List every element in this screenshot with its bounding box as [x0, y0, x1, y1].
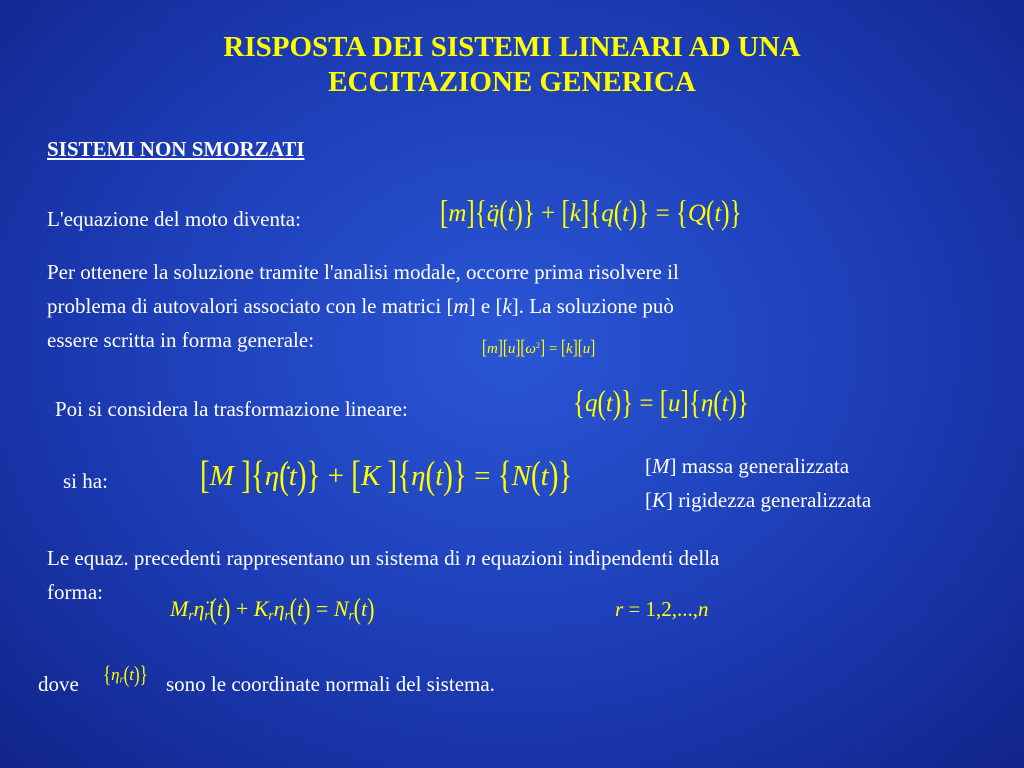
linear-transform-label: Poi si considera la trasformazione lineare:: [55, 397, 408, 421]
legend-mass: [M] massa generalizzata: [645, 454, 850, 478]
section-heading: SISTEMI NON SMORZATI: [47, 137, 305, 161]
modal-analysis-line-1: Per ottenere la soluzione tramite l'analisi modale, occorre prima risolvere il: [47, 260, 679, 284]
result-label: si ha:: [63, 469, 108, 493]
normal-coordinates-text: sono le coordinate normali del sistema.: [166, 672, 495, 696]
modal-equation: $M_r\etä_r(t) + K_r\eta_r(t) = N_r(t)$: [170, 591, 375, 626]
title-line-2: ECCITAZIONE GENERICA: [328, 66, 696, 98]
modal-analysis-line-3: essere scritta in forma generale:: [47, 328, 315, 352]
modal-analysis-line-2: problema di autovalori associato con le matrici [m] e [k]. La soluzione può: [47, 294, 674, 318]
linear-transform-equation: {q(t)} = [u]{η(t)}: [573, 385, 749, 422]
normal-coordinate-symbol: $\{\eta_r(t)\}$: [103, 661, 148, 688]
generalized-equation: [M ]{η̈(t)} + [K ]{η(t)} = {N(t)}: [200, 454, 573, 498]
eigenvalue-equation: $[m][u][\omega^2] = [k][u]$: [482, 338, 596, 360]
normal-coordinates-dove: dove: [38, 672, 79, 696]
independent-equations-line-1: Le equaz. precedenti rappresentano un sistema di n equazioni indipendenti della: [47, 546, 720, 570]
equation-of-motion-label: L'equazione del moto diventa:: [47, 207, 301, 231]
index-range: r = 1,2,...,n: [615, 597, 709, 621]
independent-equations-line-2: forma:: [47, 580, 103, 604]
title-line-1: RISPOSTA DEI SISTEMI LINEARI AD UNA: [223, 31, 801, 63]
equation-of-motion: [m]{q̈(t)} + [k]{q(t)} = {Q(t)}: [440, 195, 742, 232]
legend-stiffness: [K] rigidezza generalizzata: [645, 488, 872, 512]
slide-title: [0, 30, 1024, 100]
